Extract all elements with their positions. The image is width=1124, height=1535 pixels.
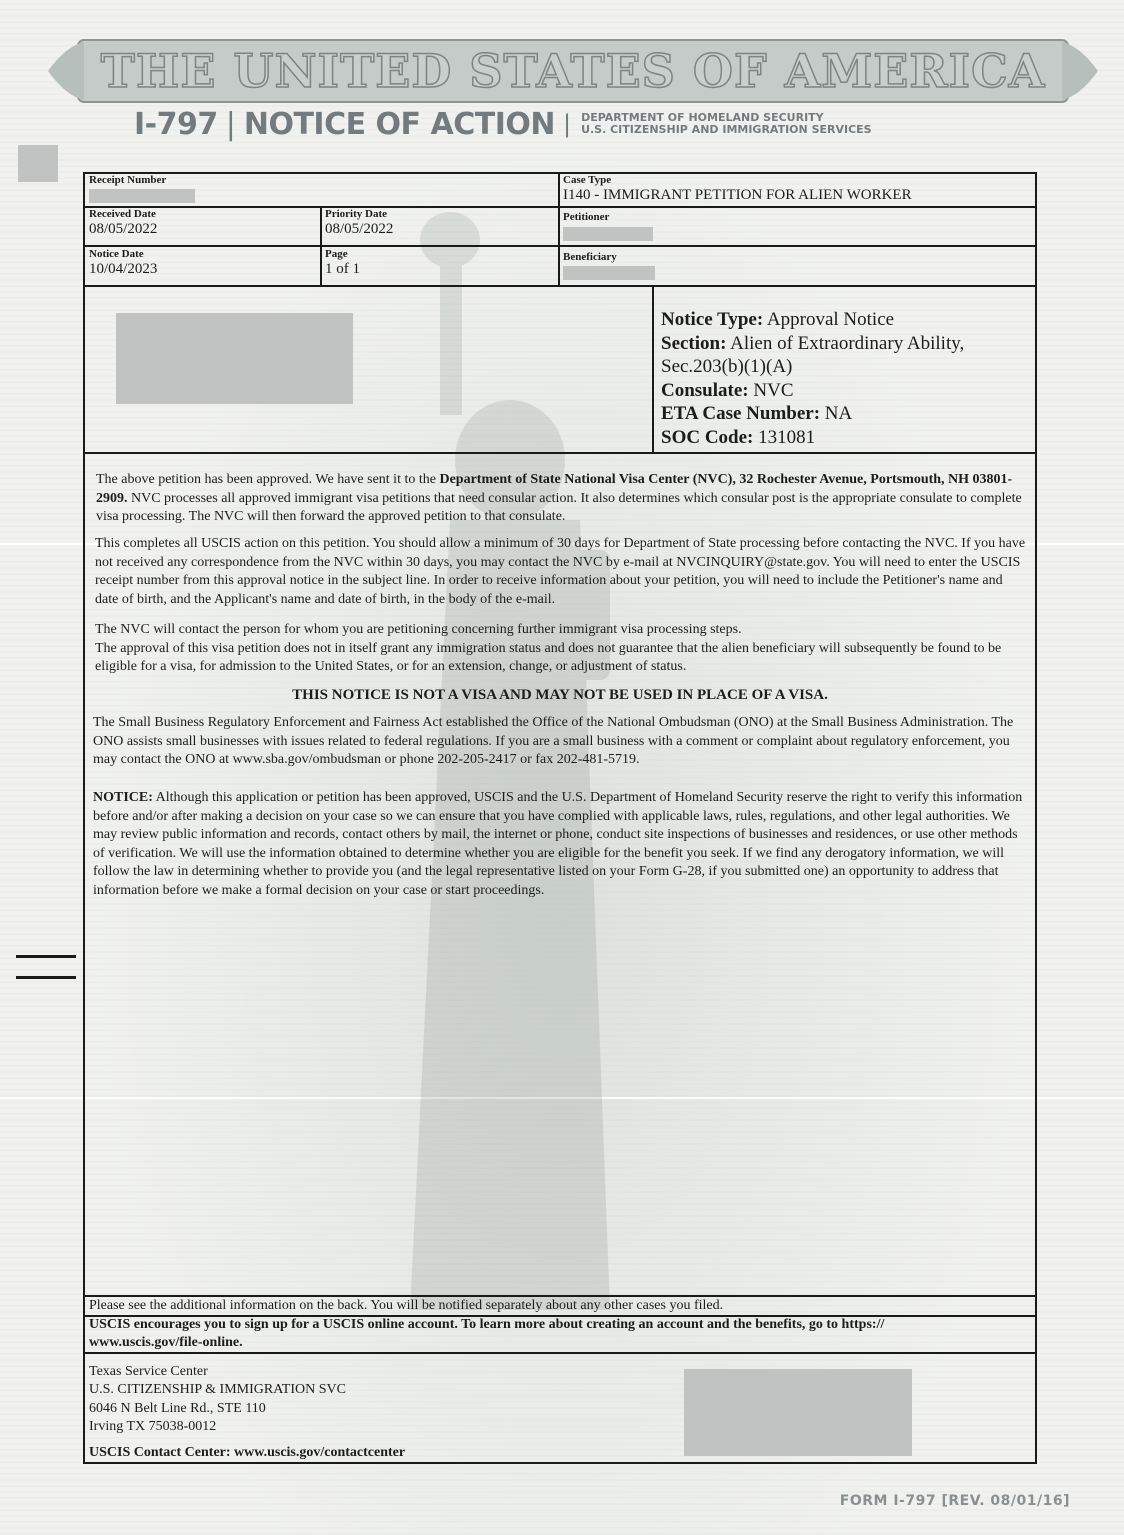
form-header	[134, 104, 872, 144]
address-line: Texas Service Center	[89, 1364, 208, 1379]
header-divider: |	[225, 106, 236, 142]
approval-paragraph	[96, 471, 1026, 527]
grid-line	[558, 172, 560, 286]
notice-date-value: 10/04/2023	[89, 261, 158, 277]
beneficiary-redacted	[563, 266, 655, 280]
banner-title: THE UNITED STATES OF AMERICA	[100, 44, 1046, 98]
processing-paragraph	[95, 621, 1027, 677]
margin-mark	[16, 976, 76, 979]
case-type-value: I140 - IMMIGRANT PETITION FOR ALIEN WORKER	[563, 187, 912, 203]
section-line	[661, 332, 1031, 356]
agency-line-2: U.S. CITIZENSHIP AND IMMIGRATION SERVICES	[581, 123, 872, 136]
grid-line	[83, 1295, 1037, 1297]
nvc-contact-paragraph: This completes all USCIS action on this petition. You should allow a minimum of 30 days for Department of State processing before contacting the NVC. If you have not received any correspondence from the NVC within 30 days, you may contact the NVC by e-mail at NVCINQUIRY@state.gov. You will need to enter the USCIS receipt number from this approval notice in the subject line. In order to receive information about your petition, you will need to include the Petitioner's name and date of birth, and the Applicant's name and date of birth, in the body of the e-mail.	[95, 536, 1026, 607]
notice-label: NOTICE:	[93, 790, 153, 805]
form-revision: FORM I-797 [REV. 08/01/16]	[839, 1493, 1070, 1509]
section-value: Alien of Extraordinary Ability,	[730, 332, 965, 354]
form-title: NOTICE OF ACTION	[243, 106, 555, 142]
eta-label: ETA Case Number:	[661, 403, 821, 424]
received-date-label: Received Date	[89, 208, 156, 220]
service-center-address	[89, 1363, 346, 1437]
petitioner-redacted	[563, 227, 653, 241]
agency-line-1: DEPARTMENT OF HOMELAND SECURITY	[581, 111, 824, 124]
notice-info	[661, 308, 1031, 449]
ombudsman-paragraph: The Small Business Regulatory Enforcement and Fairness Act established the Office of the National Ombudsman (ONO) at the Small Business Administration. The ONO assists small businesses with issues related to federal regulations. If you are a small business with a comment or complaint about regulatory enforcement, you may contact the ONO at www.sba.gov/ombudsman or phone 202-205-2417 or fax 202-481-5719.	[93, 715, 1014, 768]
soc-label: SOC Code:	[661, 426, 754, 448]
grid-line	[83, 1352, 1037, 1354]
verification-notice	[93, 789, 1031, 901]
priority-date-value: 08/05/2022	[325, 221, 394, 237]
not-a-visa-warning: THIS NOTICE IS NOT A VISA AND MAY NOT BE USED IN PLACE OF A VISA.	[292, 687, 828, 703]
barcode-redacted	[684, 1369, 912, 1456]
notice-date-label: Notice Date	[89, 248, 144, 260]
notice-type-label: Notice Type:	[661, 309, 764, 330]
grid-line	[83, 285, 1037, 287]
processing-text: The NVC will contact the person for whom you are petitioning concerning further immigrant visa processing steps.	[95, 622, 742, 637]
consulate-label: Consulate:	[661, 379, 749, 401]
paragraph-text: The above petition has been approved. We have sent it to the	[96, 472, 440, 487]
header-divider: |	[562, 110, 572, 138]
no-guarantee-text: The approval of this visa petition does not in itself grant any immigration status and does not guarantee that the alien beneficiary will subsequently be found to be eligible for a visa, for admission to the United States, or for an extension, change, or adjustment of status.	[95, 640, 1002, 675]
additional-info-text: Please see the additional information on the back. You will be notified separately about any other cases you filed.	[89, 1298, 724, 1313]
soc-line	[661, 426, 1031, 450]
contact-center-text: USCIS Contact Center: www.uscis.gov/contactcenter	[89, 1445, 406, 1460]
grid-line	[320, 206, 322, 286]
consulate-value: NVC	[753, 379, 794, 401]
eta-value: NA	[824, 403, 853, 424]
notice-type-value: Approval Notice	[766, 309, 895, 330]
grid-line	[652, 285, 654, 453]
address-line: U.S. CITIZENSHIP & IMMIGRATION SVC	[89, 1382, 346, 1398]
eta-line	[661, 402, 1031, 426]
margin-mark	[16, 955, 76, 958]
receipt-number-redacted	[89, 189, 195, 203]
address-redacted	[116, 313, 353, 404]
soc-value: 131081	[758, 426, 816, 448]
receipt-number-label: Receipt Number	[89, 174, 167, 186]
beneficiary-label: Beneficiary	[563, 251, 617, 263]
redaction-block	[18, 145, 58, 182]
form-number: I-797	[134, 106, 218, 142]
notice-type-line	[661, 308, 1031, 332]
address-line: 6046 N Belt Line Rd., STE 110	[89, 1400, 266, 1416]
grid-line	[83, 206, 1037, 208]
notice-text: Although this application or petition has been approved, USCIS and the U.S. Department of Homeland Security reserve the right to verify this information before and/or after making a decision on your case so we can ensure that you have complied with applicable laws, rules, regulations, and other legal authorities. We may review public information and records, contact others by mail, the internet or phone, conduct site inspections of businesses and residences, or use other methods of verification. We will use the information obtained to determine whether you are eligible for the benefit you seek. If we find any derogatory information, we will follow the law in determining whether to provide you (and the legal representative listed on your Form G-28, if you submitted one) an opportunity to address that information before we make a formal decision on your case or start proceedings.	[93, 790, 1023, 898]
grid-line	[83, 245, 1037, 247]
priority-date-label: Priority Date	[325, 208, 387, 220]
address-line: Irving TX 75038-0012	[89, 1419, 217, 1435]
section-line-2: Sec.203(b)(1)(A)	[661, 356, 793, 377]
case-type-label: Case Type	[563, 174, 612, 186]
page-value: 1 of 1	[325, 261, 360, 277]
banner	[48, 36, 1098, 106]
petitioner-label: Petitioner	[563, 211, 610, 223]
paragraph-text: NVC processes all approved immigrant visa petitions that need consular action. It also determines which consular post is the appropriate consulate to complete visa processing. The NVC will then forward the approved petition to that consulate.	[96, 490, 1022, 525]
page-label: Page	[325, 248, 348, 260]
received-date-value: 08/05/2022	[89, 221, 158, 237]
section-label: Section:	[661, 332, 727, 354]
grid-line	[83, 452, 1037, 454]
consulate-line	[661, 379, 1031, 403]
online-account-text: USCIS encourages you to sign up for a USCIS online account. To learn more about creating an account and the benefits, go to https:// www.uscis.gov/file-online.	[89, 1317, 885, 1350]
agency-name	[581, 112, 872, 136]
nvc-address: Department of State National Visa Center (NVC), 32 Rochester Avenue, Portsmouth, NH 03801-2909.	[96, 472, 1013, 506]
